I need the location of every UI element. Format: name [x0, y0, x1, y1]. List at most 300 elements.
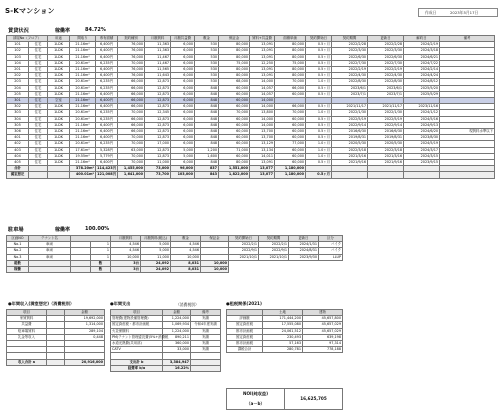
rental-row-cell: 20.61m²: [70, 60, 96, 66]
rental-row-cell: 11,565: [145, 67, 171, 73]
parking-header-cell: 保証金: [201, 236, 229, 242]
tax-row: [227, 322, 343, 328]
rental-row-cell: 17,000: [145, 141, 171, 147]
rental-row-cell: 6,000: [171, 104, 195, 110]
rental-row-cell: 20.61m²: [70, 110, 96, 116]
rental-row-cell: 住宅: [29, 141, 48, 147]
rental-row-cell: 6,235円: [96, 116, 118, 122]
rental-row-cell: 21.16m²: [70, 48, 96, 54]
rental-row-cell: 71,000: [219, 147, 250, 153]
rental-row-cell: 13,091: [250, 67, 275, 73]
rental-row-cell: 60,000: [219, 122, 250, 128]
rental-row-cell: 6,400円: [96, 91, 118, 97]
tax-row-cell: 17,555,080: [263, 322, 303, 328]
rental-row-cell: 2023/8/30: [404, 135, 440, 141]
rental-row-cell: 6,000: [171, 116, 195, 122]
rental-row-cell: 2022/8/30: [332, 79, 368, 85]
rental-row-cell: 11,363: [145, 48, 171, 54]
parking-header-cell: 契約開始日: [229, 236, 259, 242]
rental-row-cell: 住宅: [29, 110, 48, 116]
rental-header-cell: 部屋No（フロア）: [7, 36, 48, 42]
rental-row-cell: 11,000: [145, 160, 171, 166]
rental-row-cell: 12,873: [145, 98, 171, 104]
rental-row-cell: 6,235円: [96, 60, 118, 66]
rental-row-cell: 2024/3/15: [404, 153, 440, 159]
income-row-cell: 礼金等収入: [7, 334, 47, 340]
rental-row-cell: 住宅: [29, 122, 48, 128]
income-row-cell: 共益費: [7, 322, 47, 328]
parking-row-cell: 4,546: [171, 248, 201, 254]
rental-row-cell: 60,000: [275, 135, 306, 141]
income-header-cell: 項目: [7, 310, 47, 316]
parking-row-cell: LLUP: [319, 254, 343, 260]
rental-row-cell: 66,000: [118, 122, 145, 128]
rental-row-cell: 21.16m²: [70, 104, 96, 110]
rental-row-cell: 2024/3/18: [404, 48, 440, 54]
rental-row-cell: 66,000: [275, 104, 306, 110]
rental-row-cell: 848: [195, 160, 219, 166]
rental-row-cell: 530: [195, 73, 219, 79]
income-total-cell: 収入合計 a: [7, 359, 47, 365]
expense-row-cell: 火災保険料: [111, 328, 163, 334]
rental-row-cell: 201: [7, 67, 29, 73]
rental-row-cell: 6,400円: [96, 160, 118, 166]
rental-row-cell: 60,000: [275, 116, 306, 122]
rental-fulltotal-row-cell: 1,180,000: [275, 172, 306, 178]
rental-row-cell: 2022/3/18: [332, 147, 368, 153]
rental-row-cell: 80,000: [275, 73, 306, 79]
rental-row-cell: 12,873: [145, 79, 171, 85]
rental-total-row-cell: 1,180,000: [275, 166, 306, 172]
rental-row-cell: 5,328円: [96, 147, 118, 153]
rental-row-cell: 住宅: [29, 153, 48, 159]
rental-row-cell: 80,000: [219, 67, 250, 73]
rental-row-cell: 66,000: [118, 104, 145, 110]
rental-row-cell: 1.0ヶ月: [306, 141, 332, 147]
rental-row-cell: 80,000: [275, 54, 306, 60]
rental-row-cell: 13,700: [250, 129, 275, 135]
rental-row-cell: 1LDK: [48, 147, 70, 153]
rental-row-cell: 60,000: [219, 116, 250, 122]
parking-header-cell: テナント名: [29, 236, 71, 242]
rental-row-cell: 1LDK: [48, 122, 70, 128]
rental-row-cell: 2021/9/16: [332, 160, 368, 166]
rental-row-cell: 304: [7, 116, 29, 122]
rental-row-cell: 2024/3/17: [404, 147, 440, 153]
parking-sum2-cell: 数: [91, 267, 111, 273]
rental-row-cell: 14,057: [250, 91, 275, 97]
expense-row-cell: 令和4年度実績: [191, 322, 221, 328]
tax-row-cell: 639,198: [303, 334, 343, 340]
tax-row-cell: 評価額: [227, 316, 263, 322]
parking-header-cell: 月額賃料: [111, 236, 141, 242]
rental-row-cell: 2023/11/16: [404, 104, 440, 110]
rental-row-cell: 80,000: [275, 67, 306, 73]
tax-row-cell: 都市計画税: [227, 341, 263, 347]
rental-row-cell: 70,000: [275, 79, 306, 85]
rental-row-cell: 104: [7, 60, 29, 66]
parking-sum2-cell: 8,031: [171, 267, 201, 273]
rental-row-cell: 2022/4/30: [368, 73, 404, 79]
rental-row-cell: 21.16m²: [70, 122, 96, 128]
rental-row-cell: 80,000: [275, 48, 306, 54]
rental-row-cell: 0.5ヶ月: [306, 67, 332, 73]
rental-row-cell: 848: [195, 98, 219, 104]
rental-row-cell: 2019/8/31: [368, 135, 404, 141]
tax-row-cell: 課税合計: [227, 347, 263, 353]
expense-tax-note: （消費税別）: [176, 302, 199, 307]
rental-row-cell: 6,000: [171, 73, 195, 79]
tax-row-cell: 45,657,800: [303, 316, 343, 322]
expense-row-cell: 1,069,934: [163, 322, 191, 328]
parking-row-cell: バイク: [319, 242, 343, 248]
rental-row-cell: 2020/5/30: [332, 141, 368, 147]
rental-row-cell: 0.5ヶ月: [306, 85, 332, 91]
expense-row-cell: 360,000: [163, 341, 191, 347]
rental-row-cell: 2022/3/30: [332, 48, 368, 54]
rental-row-cell: 848: [195, 116, 219, 122]
rental-row-cell: 2023/9/15: [404, 160, 440, 166]
rental-row-cell: 0.5ヶ月: [306, 73, 332, 79]
rental-row-cell: 6,400円: [96, 67, 118, 73]
rental-row-cell: 21.16m²: [70, 129, 96, 135]
rental-row-cell: 60,000: [219, 129, 250, 135]
tax-row-cell: 778,188: [303, 347, 343, 353]
rental-row-cell: 6,000: [171, 60, 195, 66]
rental-total-row-cell: 96,000: [171, 166, 195, 172]
parking-sum1-cell: 24,092: [141, 260, 171, 266]
rental-row-cell: 2024/5/16: [404, 116, 440, 122]
rental-row-cell: 70,000: [118, 60, 145, 66]
rental-row-cell: 19.55m²: [70, 153, 96, 159]
rental-row-cell: 2022/7/30: [332, 60, 368, 66]
rental-row-cell: 0.5ヶ月: [306, 129, 332, 135]
tax-row-cell: 230,493: [263, 334, 303, 340]
rental-row-cell: 12,873: [145, 129, 171, 135]
rental-row-cell: 301: [7, 98, 29, 104]
rental-row-cell: 2023/6/1: [368, 85, 404, 91]
rental-header-cell: 月額共益費: [171, 36, 195, 42]
rental-row-cell: 20.61m²: [70, 79, 96, 85]
rental-row-cell: 20.61m²: [70, 85, 96, 91]
rental-row-cell: 14,000: [250, 116, 275, 122]
rental-row-cell: 2022/6/30: [368, 54, 404, 60]
parking-sum1-cell: 数: [91, 260, 111, 266]
income-row-cell: 家賃賃料: [7, 316, 47, 322]
rental-row-cell: 1LDK: [48, 160, 70, 166]
rental-fulltotal-row-cell: [29, 172, 48, 178]
rental-fulltotal-row-cell: [368, 172, 404, 178]
parking-row-cell: 車両: [29, 248, 71, 254]
expense-row-cell: 管理費(建物設備管理費): [111, 316, 163, 322]
rental-row-cell: 2022/2/28: [332, 42, 368, 48]
rental-row-cell: 1LDK: [48, 73, 70, 79]
rental-header-cell: 面積単価: [275, 36, 306, 42]
rental-row-cell: 2019/8/31: [332, 135, 368, 141]
rental-row-cell: 70,000: [118, 160, 145, 166]
income-header-cell: 金額: [65, 310, 105, 316]
rental-row-cell: 80,000: [275, 42, 306, 48]
rental-fulltotal-row-cell: 103,000: [171, 172, 195, 178]
rental-header-cell: 更新日: [368, 36, 404, 42]
rental-row-cell: 2024/9/13: [404, 122, 440, 128]
parking-row-cell: 2022/2/1: [259, 242, 289, 248]
rental-row-cell: 76,000: [118, 48, 145, 54]
rental-row-cell: 14,057: [250, 85, 275, 91]
rental-row-cell: 66,000: [118, 91, 145, 97]
rental-row-cell: 12,873: [145, 122, 171, 128]
expense-row-cell: PM(テナント管理委託費)5%+消費税: [112, 334, 169, 339]
expense-row-cell: 実績: [191, 341, 221, 347]
rental-row-cell: 14,000: [250, 79, 275, 85]
rental-row-cell: 70,000: [118, 153, 145, 159]
rental-row-cell: 70,000: [118, 141, 145, 147]
rental-row-cell: 848: [195, 85, 219, 91]
income-row-cell: 駐車場賃料: [7, 328, 47, 334]
rental-fulltotal-row-cell: 400.01m²: [70, 172, 96, 178]
rental-row-cell: 住宅: [29, 116, 48, 122]
rental-row-cell: 75,000: [219, 60, 250, 66]
rental-total-row-cell: 1,551,000: [219, 166, 250, 172]
expense-row-cell: 890,211: [163, 334, 191, 340]
rental-row-cell: 14,000: [250, 104, 275, 110]
rental-row-cell: 13,800: [250, 110, 275, 116]
rental-row-cell: 60,000: [275, 122, 306, 128]
rental-header-cell: 解約日: [404, 36, 440, 42]
rental-row-cell: 2022/6/30: [332, 54, 368, 60]
rental-row-cell: 2024/6/21: [404, 54, 440, 60]
rental-row-cell: 302: [7, 104, 29, 110]
rental-row-cell: 80,000: [219, 73, 250, 79]
rental-header-cell: 用途: [48, 36, 70, 42]
rental-row-cell: 住宅: [29, 73, 48, 79]
rental-row-cell: 0.5ヶ月: [306, 91, 332, 97]
rental-row-cell: 6,400円: [96, 48, 118, 54]
rental-total-row-cell: 1,455,000: [118, 166, 145, 172]
rental-row-cell: 1,200: [195, 147, 219, 153]
rental-row-cell: 12,873: [145, 135, 171, 141]
parking-sum2-row: [7, 267, 343, 273]
rental-fulltotal-row-cell: 1,822,000: [219, 172, 250, 178]
rental-row-cell: 404: [7, 153, 29, 159]
rental-row-cell: 2024/4/24: [404, 73, 440, 79]
rental-fulltotal-row-cell: 843: [195, 172, 219, 178]
rental-row-cell: 60,000: [219, 135, 250, 141]
rental-row-cell: 0.5ヶ月: [306, 48, 332, 54]
rental-occupancy-rate: 84.72%: [85, 27, 106, 33]
rental-table: [6, 35, 495, 179]
rental-row-cell: 1LDK: [48, 67, 70, 73]
rental-row-cell: 2024/1/12: [404, 110, 440, 116]
rental-fulltotal-row-cell: [332, 172, 368, 178]
rental-row-cell: 68,000: [219, 79, 250, 85]
rental-row-cell: 21.16m²: [70, 42, 96, 48]
rental-row-cell: 530: [195, 54, 219, 60]
expense-header-cell: 備考: [191, 310, 221, 316]
rental-row-cell: 2022/5/19: [332, 116, 368, 122]
rental-row-cell: 6,000: [171, 98, 195, 104]
parking-row-cell: 10,000: [111, 254, 141, 260]
rental-row-cell: 1,600: [195, 153, 219, 159]
rental-row-cell: 203: [7, 79, 29, 85]
rental-header-cell: 備考: [440, 36, 495, 42]
rental-row-cell: 530: [195, 42, 219, 48]
expense-row-cell: 固定資産税・都市計画税: [111, 322, 163, 328]
rental-row-cell: 11,467: [145, 54, 171, 60]
rental-row-cell: 0.5ヶ月: [306, 54, 332, 60]
rental-row-cell: 2021/11/17: [332, 104, 368, 110]
rental-row-cell: 848: [195, 122, 219, 128]
rental-row-cell: 13,129: [250, 141, 275, 147]
rental-row-cell: 0.5ヶ月: [306, 135, 332, 141]
tax-row-cell: 45,657,029: [303, 322, 343, 328]
rental-fulltotal-row-cell: 0.5ヶ月: [306, 172, 332, 178]
rental-row-cell: 1LDK: [48, 48, 70, 54]
rental-row-cell: 6,235円: [96, 85, 118, 91]
rental-row-cell: 6,000: [171, 67, 195, 73]
rental-row-cell: 21.16m²: [70, 160, 96, 166]
parking-row-cell: 5,000: [141, 242, 171, 248]
rental-fulltotal-row: [7, 172, 495, 178]
rental-row-cell: 0.5ヶ月: [306, 104, 332, 110]
rental-total-row-cell: 合計: [7, 166, 29, 172]
rental-row-cell: 101: [7, 42, 29, 48]
rental-total-row-cell: 73,000: [145, 166, 171, 172]
rental-row-cell: 2024/6/20: [404, 129, 440, 135]
rental-row-cell: 14,000: [250, 122, 275, 128]
income-row-cell: 1,314,000: [65, 322, 105, 328]
parking-row-cell: 10,000: [171, 254, 201, 260]
rental-row-cell: 住宅: [29, 91, 48, 97]
rental-total-row-cell: 13,077: [250, 166, 275, 172]
rental-row-cell: 60,000: [219, 85, 250, 91]
noi-value: 16,625,705: [285, 389, 343, 410]
income-row-cell: 19,692,000: [65, 316, 105, 322]
expense-row-cell: 1,224,000: [163, 316, 191, 322]
rental-row-cell: 6,000: [171, 141, 195, 147]
rental-row-cell: 0.5ヶ月: [306, 60, 332, 66]
income-total-cell: [47, 359, 65, 365]
parking-row-cell: 2022/9/1: [259, 248, 289, 254]
rental-row-cell: 13,091: [250, 48, 275, 54]
rental-row-cell: 6,400円: [96, 98, 118, 104]
expense-table: [110, 309, 221, 372]
rental-fulltotal-row-cell: [440, 172, 495, 178]
rental-row-cell: 6,000: [171, 54, 195, 60]
expense-row-cell: 水道光熱費(共用部): [111, 341, 163, 347]
rental-row-cell: 13,091: [250, 73, 275, 79]
parking-occupancy-label: 稼働率: [55, 227, 71, 233]
rental-row-cell: 6,000: [171, 122, 195, 128]
parking-section-label: 駐車場: [8, 227, 24, 233]
rental-row-cell: 204: [7, 85, 29, 91]
rental-row-cell: 住宅: [29, 135, 48, 141]
rental-row-cell: 住宅: [29, 160, 48, 166]
parking-row-cell: 1: [91, 248, 111, 254]
rental-row-cell: 2022/5/19: [368, 116, 404, 122]
tax-row-cell: 280,781: [263, 347, 303, 353]
rental-row-cell: 60,000: [219, 98, 250, 104]
meta-date: 2023年5月17日: [450, 10, 479, 15]
parking-sum2-cell: 10,000: [201, 267, 229, 273]
rental-row-cell: 530: [195, 60, 219, 66]
rental-row-cell: 0.5ヶ月: [306, 42, 332, 48]
expense-row-cell: 実績: [191, 316, 221, 322]
parking-header-cell: 契約期間: [259, 236, 289, 242]
parking-row-cell: 11,000: [141, 254, 171, 260]
noi-formula: （a－b）: [246, 401, 265, 406]
parking-row-cell: バイク: [319, 248, 343, 254]
parking-row-cell: 2022/2/1: [229, 242, 259, 248]
rental-row-cell: 14,011: [250, 153, 275, 159]
rental-row-cell: 76,000: [118, 42, 145, 48]
rental-row-cell: 21.16m²: [70, 98, 96, 104]
parking-sum1-cell: 8,031: [171, 260, 201, 266]
tax-row-cell: 都市計画税: [227, 328, 263, 334]
parking-row-cell: 2021/10/1: [259, 254, 289, 260]
rental-row-cell: 60,000: [219, 141, 250, 147]
expense-header-cell: 金額: [163, 310, 191, 316]
rental-row-cell: 21.16m²: [70, 67, 96, 73]
rental-row-cell: 17.61m²: [70, 147, 96, 153]
rental-row-cell: 住宅: [29, 67, 48, 73]
parking-row-cell: 2022/9/1: [229, 248, 259, 254]
rental-row-cell: 80,000: [219, 42, 250, 48]
rental-row-cell: 1LDK: [48, 129, 70, 135]
rental-header-cell: 月額賃料: [145, 36, 171, 42]
rental-row-cell: 空室: [48, 98, 70, 104]
rental-row-cell: 20.61m²: [70, 116, 96, 122]
rental-row-cell: 77,000: [275, 141, 306, 147]
tax-row-cell: 97,314: [303, 341, 343, 347]
parking-row-cell: 1: [91, 254, 111, 260]
expense-label: ●年間支出: [110, 301, 131, 306]
expense-ratio-cell: [191, 365, 221, 371]
rental-row-cell: 1.0ヶ月: [306, 153, 332, 159]
rental-row-cell: 2025/5/29: [404, 91, 440, 97]
rental-header-cell: 専有面積: [96, 36, 118, 42]
rental-row-cell: 2022/9/14: [368, 122, 404, 128]
rental-row-cell: 2023/7/1: [332, 91, 368, 97]
rental-row-cell: 12,873: [145, 85, 171, 91]
rental-row-cell: 2024/5/19: [404, 141, 440, 147]
rental-row-cell: 66,000: [118, 98, 145, 104]
rental-row-cell: 1.0ヶ月: [306, 110, 332, 116]
expense-total-cell: 3,384,947: [163, 359, 191, 365]
rental-row-cell: 6,400円: [96, 54, 118, 60]
expense-row-cell: 実績: [191, 334, 221, 340]
rental-row-cell: 530: [195, 67, 219, 73]
page-title: S-Kマンション: [5, 7, 55, 15]
rental-row-cell: 530: [195, 48, 219, 54]
rental-row-cell: 848: [195, 141, 219, 147]
expense-row-cell: 1,224,000: [163, 328, 191, 334]
rental-row-cell: 2022/1/30: [332, 110, 368, 116]
rental-fulltotal-row-cell: 13,077: [250, 172, 275, 178]
rental-row-cell: 13,091: [250, 42, 275, 48]
rental-row-cell: 住宅: [29, 42, 48, 48]
rental-row-cell: 住宅: [29, 85, 48, 91]
rental-section-label: 賃貸状況: [8, 28, 29, 34]
rental-row-cell: 6,000: [171, 79, 195, 85]
rental-row-cell: 1LDK: [48, 141, 70, 147]
rental-row-cell: 0.5ヶ月: [306, 122, 332, 128]
rental-row-cell: 306: [7, 129, 29, 135]
rental-row-cell: 2022/9/14: [332, 122, 368, 128]
rental-row-cell: 14,000: [250, 98, 275, 104]
rental-row-cell: 70,000: [118, 110, 145, 116]
rental-row-cell: 305: [7, 122, 29, 128]
